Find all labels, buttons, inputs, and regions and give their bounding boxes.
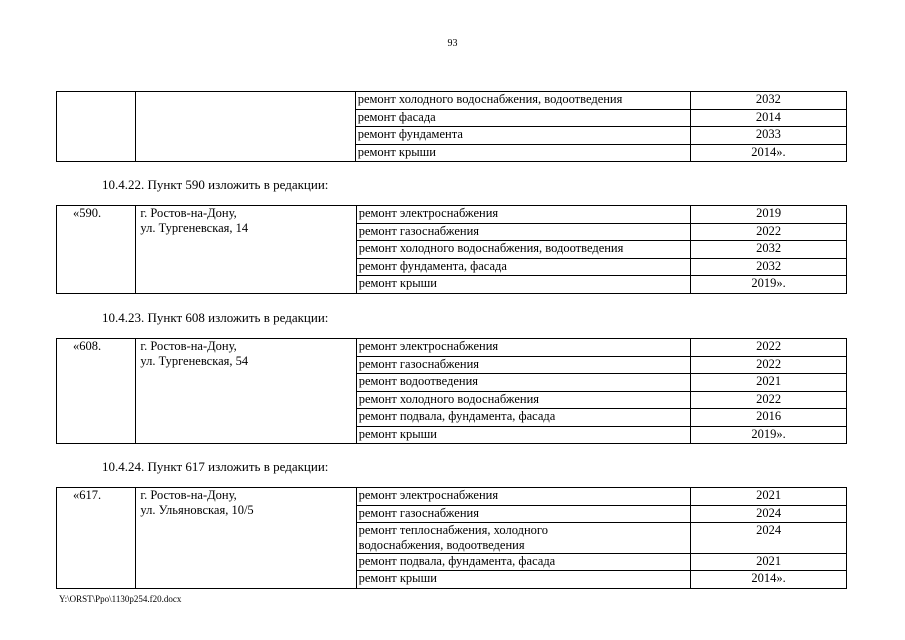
work-cell: ремонт холодного водоснабжения, водоотведения [356,241,691,259]
year-cell: 2014 [690,109,846,127]
year-cell: 2022 [691,339,847,357]
work-cell: ремонт газоснабжения [356,356,691,374]
year-cell: 2032 [691,241,847,259]
work-cell: ремонт электроснабжения [356,488,691,506]
table-row [57,488,847,506]
year-cell: 2014». [691,571,847,589]
table-row [57,92,847,110]
work-cell: ремонт холодного водоснабжения, водоотведения [355,92,690,110]
repair-table-continued [56,91,847,162]
work-cell: ремонт электроснабжения [356,206,691,224]
year-cell: 2021 [691,488,847,506]
work-cell: ремонт фундамента [355,127,690,145]
year-cell: 2024 [691,505,847,523]
item-number-cell: «617. [57,488,136,589]
table-row [57,339,847,357]
table-row [57,206,847,224]
instruction-text: 10.4.23. Пункт 608 изложить в редакции: [102,310,329,325]
year-cell: 2022 [691,356,847,374]
year-cell: 2024 [691,523,847,554]
year-cell: 2032 [691,258,847,276]
work-cell: ремонт фундамента, фасада [356,258,691,276]
work-cell: ремонт электроснабжения [356,339,691,357]
work-cell: ремонт подвала, фундамента, фасада [356,553,691,571]
work-cell: ремонт холодного водоснабжения [356,391,691,409]
year-cell: 2021 [691,374,847,392]
year-cell: 2019». [691,426,847,444]
address-cell: г. Ростов-на-Дону, ул. Тургеневская, 14 [136,206,356,294]
work-cell: ремонт крыши [355,144,690,162]
instruction-text: 10.4.24. Пункт 617 изложить в редакции: [102,459,329,474]
work-cell: ремонт фасада [355,109,690,127]
repair-table-590 [56,205,847,294]
year-cell: 2022 [691,391,847,409]
work-cell: ремонт крыши [356,571,691,589]
work-cell: ремонт газоснабжения [356,223,691,241]
address-cell: г. Ростов-на-Дону, ул. Тургеневская, 54 [136,339,356,444]
instruction-text: 10.4.22. Пункт 590 изложить в редакции: [102,177,329,192]
repair-table-608 [56,338,847,444]
year-cell: 2022 [691,223,847,241]
year-cell: 2032 [690,92,846,110]
address-cell [136,92,356,162]
year-cell: 2019». [691,276,847,294]
year-cell: 2019 [691,206,847,224]
item-number-cell [57,92,136,162]
year-cell: 2016 [691,409,847,427]
item-number-cell: «608. [57,339,136,444]
work-cell: ремонт крыши [356,426,691,444]
work-cell: ремонт теплоснабжения, холодного водоснабжения, водоотведения [356,523,691,554]
work-cell: ремонт подвала, фундамента, фасада [356,409,691,427]
year-cell: 2033 [690,127,846,145]
work-cell: ремонт водоотведения [356,374,691,392]
work-cell: ремонт газоснабжения [356,505,691,523]
work-cell: ремонт крыши [356,276,691,294]
repair-table-617 [56,487,847,589]
year-cell: 2021 [691,553,847,571]
item-number-cell: «590. [57,206,136,294]
year-cell: 2014». [690,144,846,162]
footer-file-path: Y:\ORST\Ppo\1130p254.f20.docx [59,594,182,604]
address-cell: г. Ростов-на-Дону, ул. Ульяновская, 10/5 [136,488,356,589]
page-number: 93 [447,38,458,49]
